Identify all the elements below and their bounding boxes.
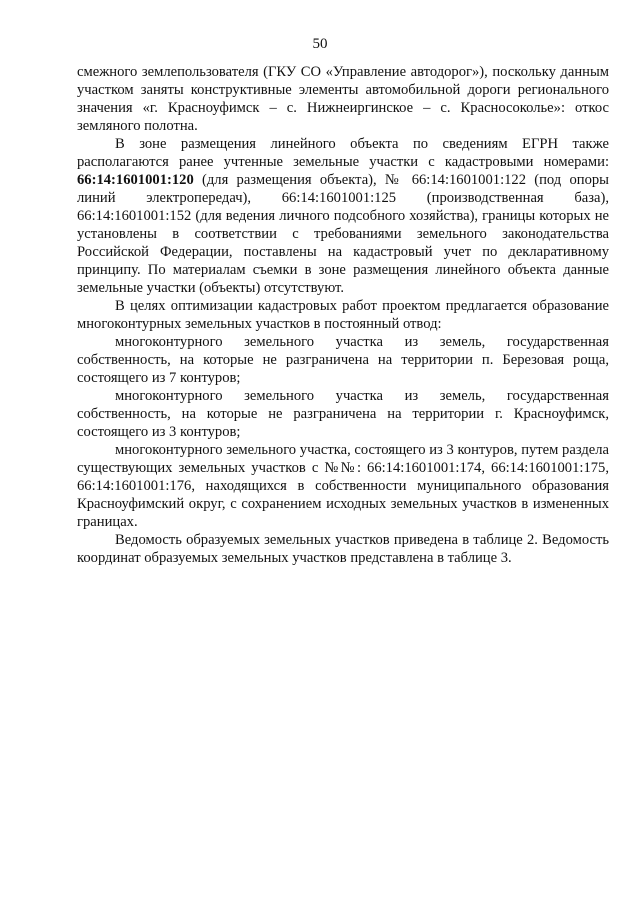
paragraph-egrn-parcels xyxy=(77,135,609,297)
page-number: 50 xyxy=(312,36,328,52)
list-item-berezovaya-roshcha: многоконтурного земельного участка из земель, государственная собственность, на которые не разграничена на территории п. Березовая роща, состоящего из 7 контуров; xyxy=(77,334,609,386)
paragraph-optimization: В целях оптимизации кадастровых работ проектом предлагается образование многоконтурных земельных участков в постоянный отвод: xyxy=(77,298,609,332)
paragraph-continuation: смежного землепользователя (ГКУ СО «Управление автодорог»), поскольку данным участком заняты конструктивные элементы автомобильной дороги регионального значения «г. Красноуфимск – с. Нижнеиргинское – с. Красносоколье»: откос земляного полотна. xyxy=(77,64,609,134)
paragraph-text-end: (для размещения объекта), № 66:14:1601001:122 (под опоры линий электропередач), 66:14:1601001:125 (производственная база), 66:14:1601001:152 (для ведения личного подсобного хозяйства), границы которых не установлены в соответствии с требованиями земельного законодательства Российской Федерации, поставлены на кадастровый учет по декларативному принципу. По материалам съемки в зоне размещения линейного объекта данные земельные участки (объекты) отсутствуют. xyxy=(77,172,609,296)
document-body xyxy=(77,63,609,567)
list-item-krasnoufimsk: многоконтурного земельного участка из земель, государственная собственность, на которые не разграничена на территории г. Красноуфимск, состоящего из 3 контуров; xyxy=(77,388,609,440)
cadastral-number-bold: 66:14:1601001:120 xyxy=(77,172,194,188)
list-item-parcel-division: многоконтурного земельного участка, состоящего из 3 контуров, путем раздела существующих земельных участков с №№: 66:14:1601001:174, 66:14:1601001:175, 66:14:1601001:176, находящихся в собственности муниципального образования Красноуфимский округ, с сохранением исходных земельных участков в измененных границах. xyxy=(77,442,609,530)
paragraph-text-start: В зоне размещения линейного объекта по сведениям ЕГРН также располагаются ранее учтенные земельные участки с кадастровыми номерами: xyxy=(77,136,609,170)
paragraph-tables-reference: Ведомость образуемых земельных участков приведена в таблице 2. Ведомость координат образуемых земельных участков представлена в таблице 3. xyxy=(77,532,609,566)
